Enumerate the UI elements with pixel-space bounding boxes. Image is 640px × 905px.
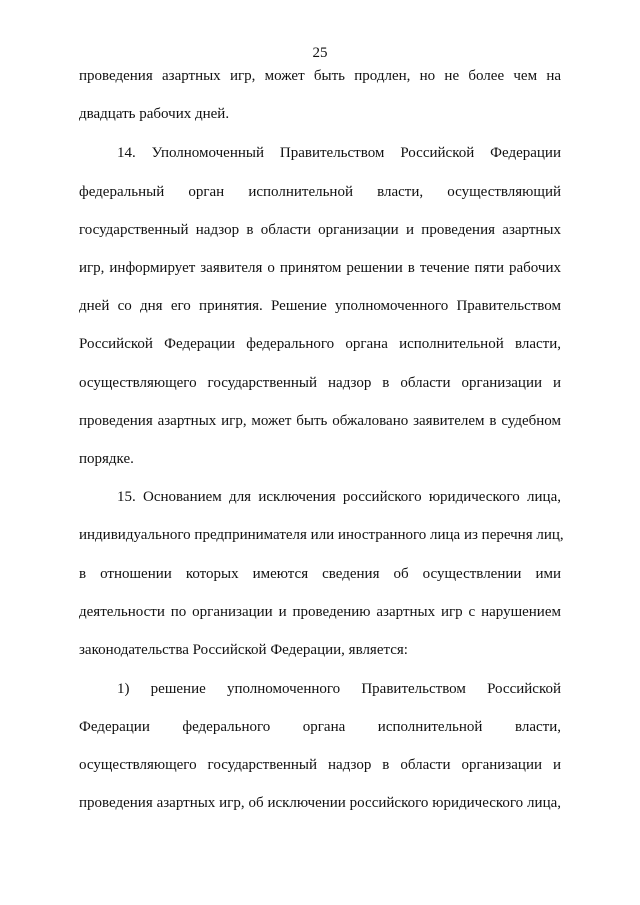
text-line: проведения азартных игр, может быть продлен, но не более чем на	[79, 68, 561, 84]
text-line: законодательства Российской Федерации, является:	[79, 642, 408, 658]
text-line: проведения азартных игр, об исключении российского юридического лица,	[79, 795, 561, 811]
text-line: игр, информирует заявителя о принятом решении в течение пяти рабочих	[79, 260, 561, 276]
text-line: порядке.	[79, 451, 134, 467]
text-line: деятельности по организации и проведению азартных игр с нарушением	[79, 604, 561, 620]
text-line: Федерации федерального органа исполнительной власти,	[79, 719, 561, 735]
text-line: 14. Уполномоченный Правительством Российской Федерации	[117, 145, 561, 161]
page-number: 25	[312, 45, 328, 61]
text-line: индивидуального предпринимателя или иностранного лица из перечня лиц,	[79, 527, 564, 543]
text-line: дней со дня его принятия. Решение уполномоченного Правительством	[79, 298, 561, 314]
text-line: осуществляющего государственный надзор в области организации и	[79, 375, 561, 391]
text-line: двадцать рабочих дней.	[79, 106, 230, 122]
text-line: 1) решение уполномоченного Правительством Российской	[117, 681, 561, 697]
text-line: осуществляющего государственный надзор в области организации и	[79, 757, 561, 773]
text-line: Российской Федерации федерального органа исполнительной власти,	[79, 336, 561, 352]
text-line: федеральный орган исполнительной власти, осуществляющий	[79, 184, 561, 200]
text-line: в отношении которых имеются сведения об осуществлении ими	[79, 566, 561, 582]
text-line: государственный надзор в области организации и проведения азартных	[79, 222, 561, 238]
text-line: 15. Основанием для исключения российского юридического лица,	[117, 489, 561, 505]
text-line: проведения азартных игр, может быть обжаловано заявителем в судебном	[79, 413, 561, 429]
